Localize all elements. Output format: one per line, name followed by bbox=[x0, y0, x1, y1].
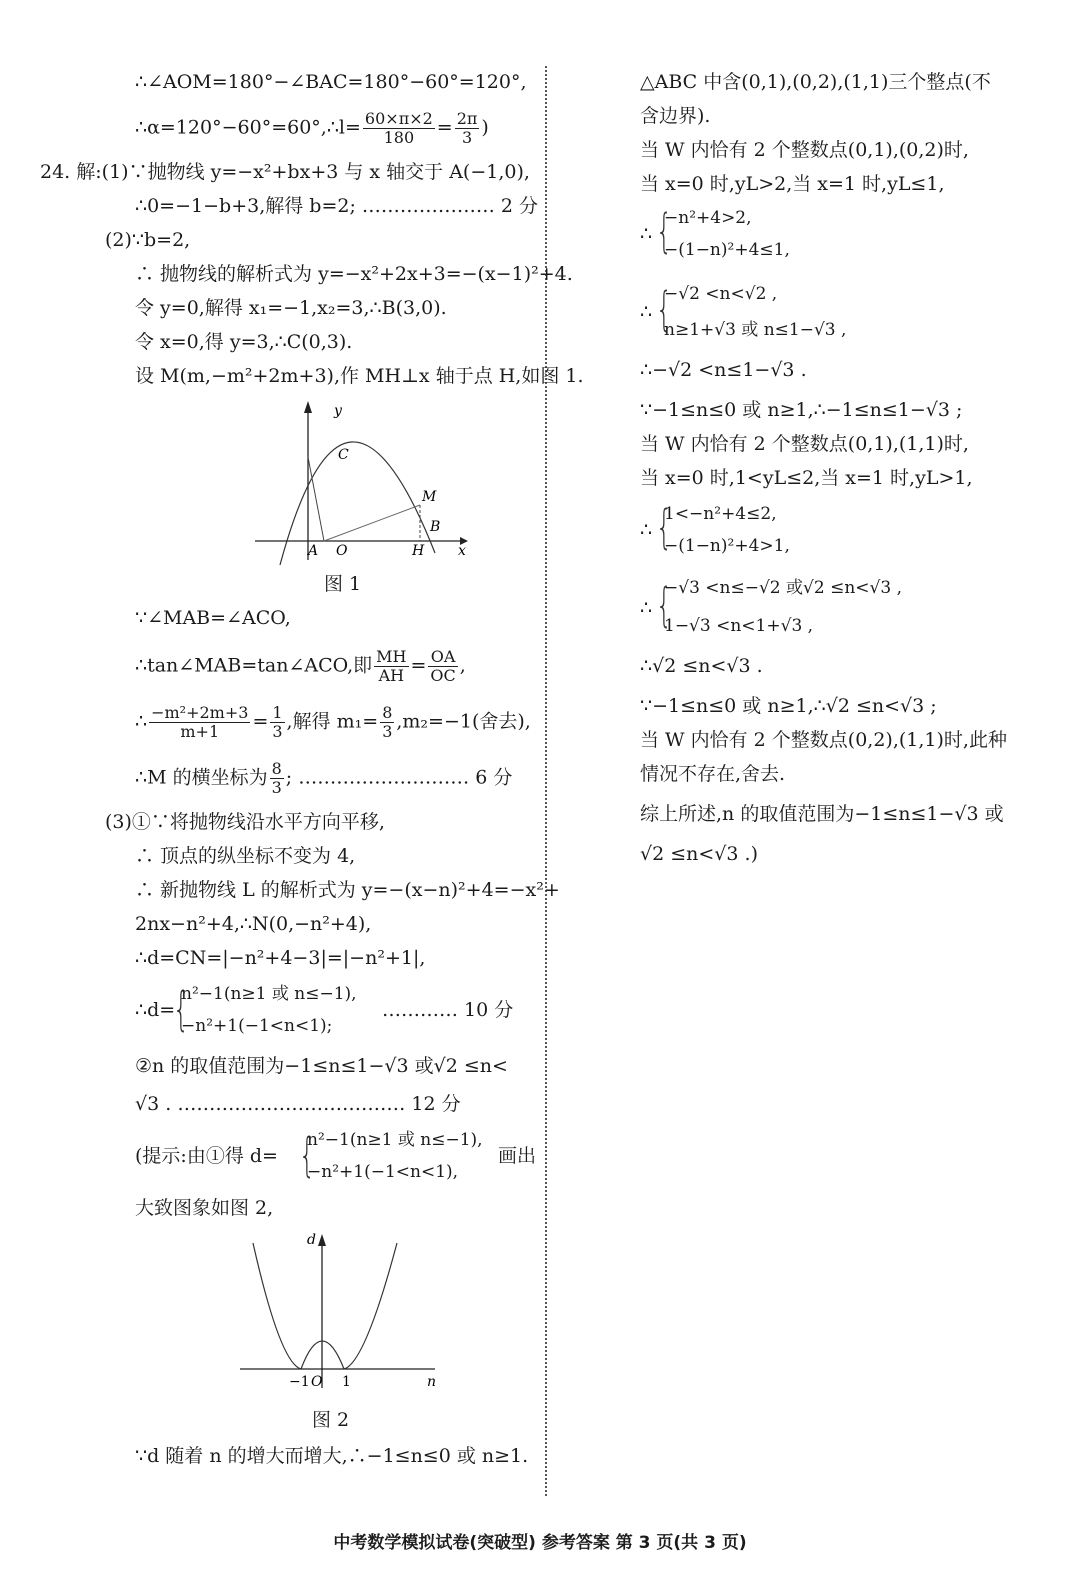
figure-1-caption: 图 1 bbox=[324, 573, 362, 595]
text-segment: = bbox=[436, 116, 453, 139]
case-line: −(1−n)²+4≤1, bbox=[664, 240, 790, 260]
case-line: −√2 <n<√2 , bbox=[664, 284, 778, 304]
fraction-numerator: 60×π×2 bbox=[364, 109, 433, 128]
fraction-numerator: −m²+2m+3 bbox=[151, 703, 249, 722]
left-brace: { bbox=[656, 578, 673, 632]
text-line: ∵−1≤n≤0 或 n≥1,∴√2 ≤n<√3 ; bbox=[640, 695, 937, 717]
label-m: M bbox=[422, 489, 437, 505]
text-line: ∴∠AOM=180°−∠BAC=180°−60°=120°, bbox=[135, 71, 527, 93]
text-line: ∴ 顶点的纵坐标不变为 4, bbox=[135, 845, 356, 867]
text-segment: (提示:由①得 d= bbox=[135, 1145, 278, 1167]
fraction-denominator: 180 bbox=[383, 128, 415, 147]
fraction-denominator: OC bbox=[430, 666, 456, 685]
text-line bbox=[135, 704, 531, 741]
fraction-numerator: MH bbox=[376, 647, 407, 666]
label-b: B bbox=[430, 519, 441, 535]
left-brace: { bbox=[299, 1128, 316, 1182]
text-segment: ∴α=120°−60°=60°,∴l= bbox=[135, 116, 361, 139]
text-segment: ∴ bbox=[640, 223, 653, 245]
case-line: n²−1(n≥1 或 n≤−1), bbox=[307, 1130, 483, 1150]
segment-am bbox=[324, 505, 420, 541]
text-segment: ,m₂=−1(舍去), bbox=[396, 710, 531, 733]
right-branch bbox=[344, 1243, 397, 1369]
figure-2 bbox=[235, 1228, 445, 1393]
text-segment: = bbox=[410, 654, 427, 677]
text-line: ∴−√2 <n≤1−√3 . bbox=[640, 359, 807, 381]
label-a: A bbox=[308, 543, 319, 559]
text-line: 当 W 内恰有 2 个整数点(0,1),(0,2)时, bbox=[640, 139, 969, 161]
text-segment: ∴ bbox=[640, 597, 653, 619]
case-line: −n²+4>2, bbox=[664, 208, 752, 228]
text-segment: = bbox=[252, 710, 269, 733]
text-line: 当 x=0 时,yL>2,当 x=1 时,yL≤1, bbox=[640, 173, 945, 195]
text-line: (3)①∵将抛物线沿水平方向平移, bbox=[105, 811, 385, 833]
fraction bbox=[374, 648, 408, 685]
text-segment: ,解得 m₁= bbox=[286, 710, 379, 733]
text-line bbox=[135, 760, 512, 797]
segment-ac bbox=[308, 457, 324, 541]
fraction-numerator: 8 bbox=[382, 703, 393, 722]
text-line: ∴ 新抛物线 L 的解析式为 y=−(x−n)²+4=−x²+ bbox=[135, 879, 560, 901]
case-line: −(1−n)²+4>1, bbox=[664, 536, 790, 556]
text-line bbox=[135, 648, 466, 685]
text-line bbox=[135, 110, 489, 147]
text-line: 情况不存在,舍去. bbox=[640, 763, 786, 785]
figure-1 bbox=[250, 395, 470, 565]
fraction-denominator: 3 bbox=[382, 722, 393, 741]
fraction-numerator: OA bbox=[428, 648, 457, 667]
text-line: 当 W 内恰有 2 个整数点(0,1),(1,1)时, bbox=[640, 433, 969, 455]
text-line: √2 ≤n<√3 .) bbox=[640, 843, 758, 865]
left-brace: { bbox=[173, 982, 190, 1036]
text-segment: ; ……………………… 6 分 bbox=[285, 766, 513, 789]
text-line: √3 . ……………………………… 12 分 bbox=[135, 1093, 461, 1115]
figure-2-caption: 图 2 bbox=[312, 1409, 350, 1431]
fraction-denominator: 3 bbox=[272, 722, 283, 741]
fraction bbox=[428, 648, 457, 685]
label-x: x bbox=[458, 543, 466, 559]
label-minus-one: −1 bbox=[289, 1374, 310, 1390]
text-line: ∵∠MAB=∠ACO, bbox=[135, 607, 291, 629]
text-line: 令 y=0,解得 x₁=−1,x₂=3,∴B(3,0). bbox=[135, 297, 447, 319]
left-branch bbox=[253, 1243, 301, 1369]
text-line: 令 x=0,得 y=3,∴C(0,3). bbox=[135, 331, 353, 353]
fraction-numerator: 2π bbox=[456, 109, 478, 128]
question-24-heading: 24. 解:(1)∵抛物线 y=−x²+bx+3 与 x 轴交于 A(−1,0), bbox=[40, 161, 530, 183]
page-footer: 中考数学模拟试卷(突破型) 参考答案 第 3 页(共 3 页) bbox=[333, 1533, 747, 1553]
text-segment: , bbox=[459, 654, 466, 677]
text-line: 综上所述,n 的取值范围为−1≤n≤1−√3 或 bbox=[640, 803, 1004, 825]
text-line: 2nx−n²+4,∴N(0,−n²+4), bbox=[135, 913, 372, 935]
text-line: ∴0=−1−b+3,解得 b=2; ………………… 2 分 bbox=[135, 195, 539, 217]
label-n: n bbox=[427, 1374, 437, 1390]
case-line: 1−√3 <n<1+√3 , bbox=[664, 616, 814, 636]
label-c: C bbox=[338, 447, 349, 463]
text-line: 含边界). bbox=[640, 105, 711, 127]
label-o: O bbox=[311, 1374, 323, 1390]
y-axis-arrow bbox=[304, 401, 312, 413]
text-segment: ∴tan∠MAB=tan∠ACO,即 bbox=[135, 654, 373, 677]
text-segment: ∴ bbox=[640, 519, 653, 541]
text-segment: ∴d= bbox=[135, 999, 176, 1021]
text-line: ∴√2 ≤n<√3 . bbox=[640, 655, 763, 677]
text-line: ②n 的取值范围为−1≤n≤1−√3 或√2 ≤n< bbox=[135, 1055, 508, 1077]
label-one: 1 bbox=[342, 1374, 351, 1390]
text-line: 当 W 内恰有 2 个整数点(0,2),(1,1)时,此种 bbox=[640, 729, 1007, 751]
label-y: y bbox=[334, 403, 342, 419]
case-line: −n²+1(−1<n<1), bbox=[307, 1162, 459, 1182]
text-line: 大致图象如图 2, bbox=[135, 1197, 274, 1219]
fraction-denominator: AH bbox=[378, 666, 405, 685]
text-line: 设 M(m,−m²+2m+3),作 MH⊥x 轴于点 H,如图 1. bbox=[135, 365, 584, 387]
label-d: d bbox=[307, 1232, 316, 1248]
label-h: H bbox=[412, 543, 425, 559]
text-line: ∵d 随着 n 的增大而增大,∴−1≤n≤0 或 n≥1. bbox=[135, 1445, 529, 1467]
fraction-denominator: 3 bbox=[461, 128, 473, 147]
text-segment: ∴ bbox=[640, 301, 653, 323]
score-mark: ………… 10 分 bbox=[382, 999, 514, 1021]
text-line: ∴d=CN=|−n²+4−3|=|−n²+1|, bbox=[135, 947, 426, 969]
fraction bbox=[270, 704, 284, 741]
text-line: 当 x=0 时,1<yL≤2,当 x=1 时,yL>1, bbox=[640, 467, 973, 489]
text-line: ∵−1≤n≤0 或 n≥1,∴−1≤n≤1−√3 ; bbox=[640, 399, 963, 421]
label-o: O bbox=[336, 543, 348, 559]
fraction-denominator: m+1 bbox=[180, 722, 220, 741]
fraction bbox=[380, 704, 394, 741]
left-brace: { bbox=[656, 204, 673, 258]
fraction bbox=[149, 704, 250, 741]
text-segment: ∴M 的横坐标为 bbox=[135, 766, 268, 789]
fraction bbox=[270, 760, 284, 797]
left-brace: { bbox=[656, 500, 673, 554]
text-segment: ∴ bbox=[135, 710, 148, 733]
case-line: 1<−n²+4≤2, bbox=[664, 504, 777, 524]
text-segment: ) bbox=[481, 116, 489, 139]
case-line: −n²+1(−1<n<1); bbox=[181, 1016, 333, 1036]
fraction bbox=[363, 110, 435, 147]
fraction-numerator: 8 bbox=[271, 759, 282, 778]
fraction-denominator: 3 bbox=[271, 778, 282, 797]
case-line: n²−1(n≥1 或 n≤−1), bbox=[181, 984, 357, 1004]
text-line: △ABC 中含(0,1),(0,2),(1,1)三个整点(不 bbox=[640, 71, 991, 93]
fraction-numerator: 1 bbox=[272, 703, 283, 722]
fraction bbox=[455, 110, 480, 147]
left-brace: { bbox=[656, 282, 673, 336]
text-segment: 画出 bbox=[498, 1145, 537, 1167]
case-line: n≥1+√3 或 n≤1−√3 , bbox=[664, 320, 847, 340]
text-line: ∴ 抛物线的解析式为 y=−x²+2x+3=−(x−1)²+4. bbox=[135, 263, 573, 285]
d-axis-arrow bbox=[318, 1234, 326, 1246]
case-line: −√3 <n≤−√2 或√2 ≤n<√3 , bbox=[664, 578, 902, 598]
text-line: (2)∵b=2, bbox=[105, 229, 191, 251]
